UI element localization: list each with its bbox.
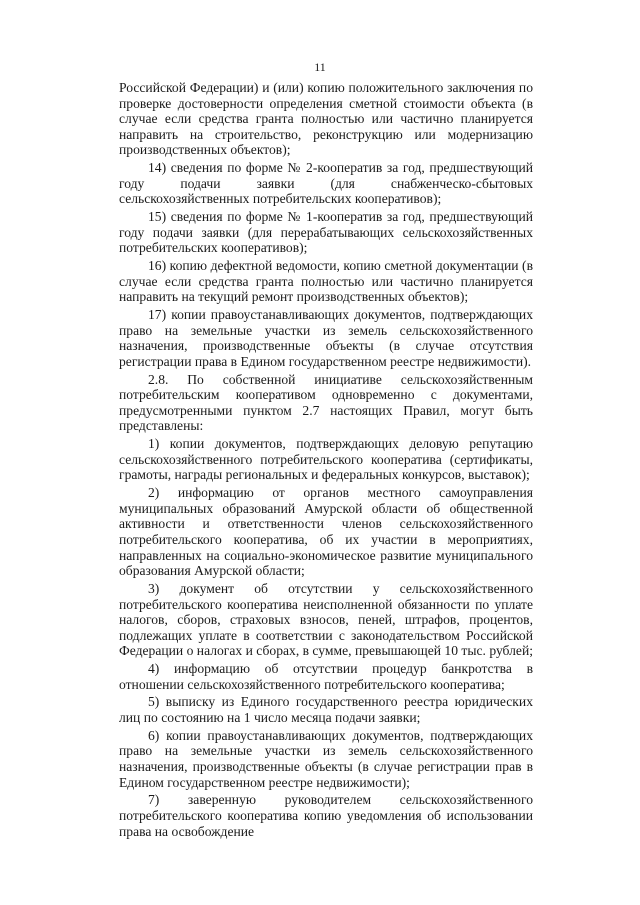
- paragraph-optional-item-6: 6) копии правоустанавливающих документов, подтверждающих право на земельные участки из земель сельскохозяйственного назначения, производственные объекты (в случае регистрации прав в Едином государственном реестре недвижимости);: [119, 727, 533, 790]
- paragraph-section-2-8: 2.8. По собственной инициативе сельскохозяйственным потребительским кооперативом одновременно с документами, предусмотренными пунктом 2.7 настоящих Правил, могут быть представлены:: [119, 371, 533, 434]
- page-number: 11: [314, 60, 326, 74]
- document-body: [119, 80, 533, 841]
- paragraph-optional-item-1: 1) копии документов, подтверждающих деловую репутацию сельскохозяйственного потребительского кооператива (сертификаты, грамоты, награды региональных и федеральных конкурсов, выставок);: [119, 436, 533, 483]
- paragraph-item-15: 15) сведения по форме № 1-кооператив за год, предшествующий году подачи заявки (для перерабатывающих сельскохозяйственных потребительских кооперативов);: [119, 209, 533, 256]
- paragraph-item-14: 14) сведения по форме № 2-кооператив за год, предшествующий году подачи заявки (для снабженческо-сбытовых сельскохозяйственных потребительских кооперативов);: [119, 160, 533, 207]
- paragraph-continuation: Российской Федерации) и (или) копию положительного заключения по проверке достоверности определения сметной стоимости объекта (в случае если средства гранта полностью или частично планируется направить на строительство, реконструкцию или модернизацию производственных объектов);: [119, 80, 533, 158]
- paragraph-optional-item-2: 2) информацию от органов местного самоуправления муниципальных образований Амурской области об общественной активности и ответственности членов сельскохозяйственного потребительского кооператива, об их участии в мероприятиях, направленных на социально-экономическое развитие муниципального образования Амурской области;: [119, 485, 533, 579]
- paragraph-item-16: 16) копию дефектной ведомости, копию сметной документации (в случае если средства гранта полностью или частично планируется направить на текущий ремонт производственных объектов);: [119, 258, 533, 305]
- paragraph-optional-item-7: 7) заверенную руководителем сельскохозяйственного потребительского кооператива копию уведомления об использовании права на освобождение: [119, 792, 533, 839]
- paragraph-optional-item-5: 5) выписку из Единого государственного реестра юридических лиц по состоянию на 1 число месяца подачи заявки;: [119, 694, 533, 726]
- paragraph-optional-item-3: 3) документ об отсутствии у сельскохозяйственного потребительского кооператива неисполненной обязанности по уплате налогов, сборов, страховых взносов, пеней, штрафов, процентов, подлежащих уплате в соответствии с законодательством Российской Федерации о налогах и сборах, в сумме, превышающей 10 тыс. рублей;: [119, 580, 534, 659]
- paragraph-item-17: 17) копии правоустанавливающих документов, подтверждающих право на земельные участки из земель сельскохозяйственного назначения, производственные объекты (в случае отсутствия регистрации права в Едином государственном реестре недвижимости).: [119, 307, 533, 369]
- paragraph-optional-item-4: 4) информацию об отсутствии процедур банкротства в отношении сельскохозяйственного потребительского кооператива;: [119, 661, 533, 692]
